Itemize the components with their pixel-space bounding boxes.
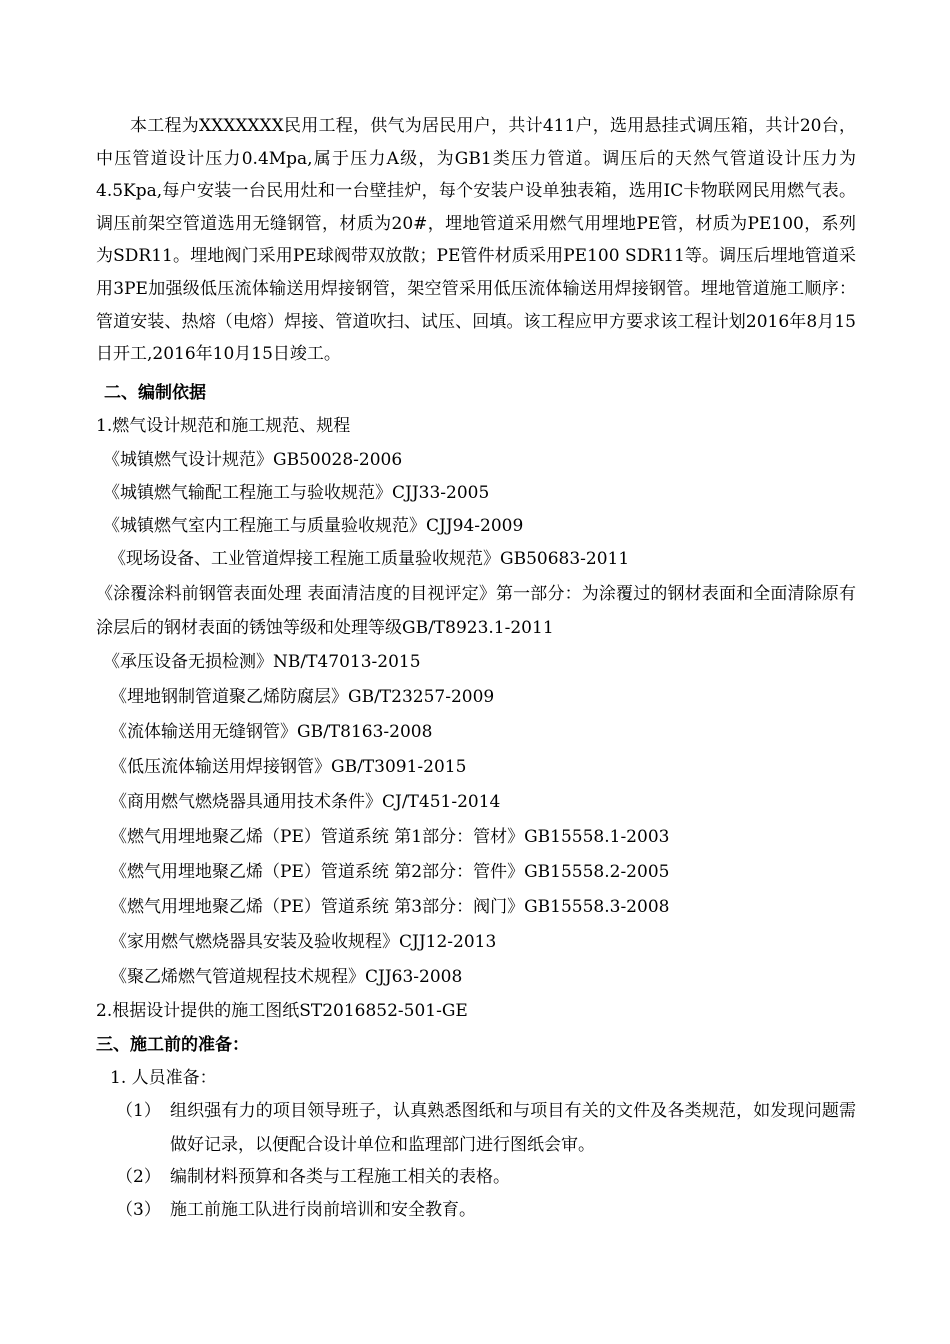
standard-item: 《商用燃气燃烧器具通用技术条件》CJ/T451-2014 [110,792,501,812]
section-heading-preparation: 三、施工前的准备： [96,1035,249,1055]
standard-item: 《聚乙烯燃气管道规程技术规程》CJJ63-2008 [110,967,463,987]
standard-item: 《城镇燃气输配工程施工与验收规范》CJJ33-2005 [103,483,490,503]
standard-item: 《家用燃气燃烧器具安装及验收规程》CJJ12-2013 [110,932,497,952]
list-item-text: 施工前施工队进行岗前培训和安全教育。 [170,1200,476,1220]
standard-item: 《燃气用埋地聚乙烯（PE）管道系统 第2部分：管件》GB15558.2-2005 [110,862,670,882]
standard-item: 《低压流体输送用焊接钢管》GB/T3091-2015 [110,757,467,777]
intro-paragraph: 本工程为XXXXXXX民用工程，供气为居民用户，共计411户，选用悬挂式调压箱，共计20台，中压管道设计压力0.4Mpa,属于压力A级，为GB1类压力管道。调压后的天然气管道设计压力为4.5Kpa,每户安装一台民用灶和一台壁挂炉，每个安装户设单独表箱，选用IC卡物联网民用燃气表。调压前架空管道选用无缝钢管，材质为20#，埋地管道采用燃气用埋地PE管，材质为PE100，系列为SDR11。埋地阀门采用PE球阀带双放散；PE管件材质采用PE100 SDR11等。调压后埋地管道采用3PE加强级低压流体输送用焊接钢管，架空管采用低压流体输送用焊接钢管。埋地管道施工顺序：管道安装、热熔（电熔）焊接、管道吹扫、试压、回填。该工程应甲方要求该工程计划2016年8月15日开工,2016年10月15日竣工。 [96,116,856,365]
list-item-text: 编制材料预算和各类与工程施工相关的表格。 [170,1167,510,1187]
standard-item: 《现场设备、工业管道焊接工程施工质量验收规范》GB50683-2011 [109,549,630,569]
list-item-number: （3） [116,1200,161,1220]
standard-item: 《流体输送用无缝钢管》GB/T8163-2008 [110,722,433,742]
list-item-text: 组织强有力的项目领导班子，认真熟悉图纸和与项目有关的文件及各类规范，如发现问题需做好记录，以便配合设计单位和监理部门进行图纸会审。 [170,1101,856,1155]
standard-item: 《承压设备无损检测》NB/T47013-2015 [103,652,421,672]
section-heading-basis: 二、编制依据 [104,383,206,403]
standard-item: 《燃气用埋地聚乙烯（PE）管道系统 第1部分：管材》GB15558.1-2003 [110,827,670,847]
list-item-number: （1） [116,1101,161,1121]
list-item-number: （2） [116,1167,161,1187]
standard-item: 《城镇燃气设计规范》GB50028-2006 [103,450,403,470]
preparation-item-1: 1. 人员准备： [110,1068,217,1088]
standard-item: 《燃气用埋地聚乙烯（PE）管道系统 第3部分：阀门》GB15558.3-2008 [110,897,670,917]
standard-item: 《涂覆涂料前钢管表面处理 表面清洁度的目视评定》第一部分：为涂覆过的钢材表面和全面清除原有涂层后的钢材表面的锈蚀等级和处理等级GB/T8923.1-2011 [96,584,856,638]
basis-item-1: 1.燃气设计规范和施工规范、规程 [96,416,351,436]
standard-item: 《埋地钢制管道聚乙烯防腐层》GB/T23257-2009 [110,687,495,707]
standard-item: 《城镇燃气室内工程施工与质量验收规范》CJJ94-2009 [103,516,524,536]
basis-item-2: 2.根据设计提供的施工图纸ST2016852-501-GE [96,1001,468,1021]
